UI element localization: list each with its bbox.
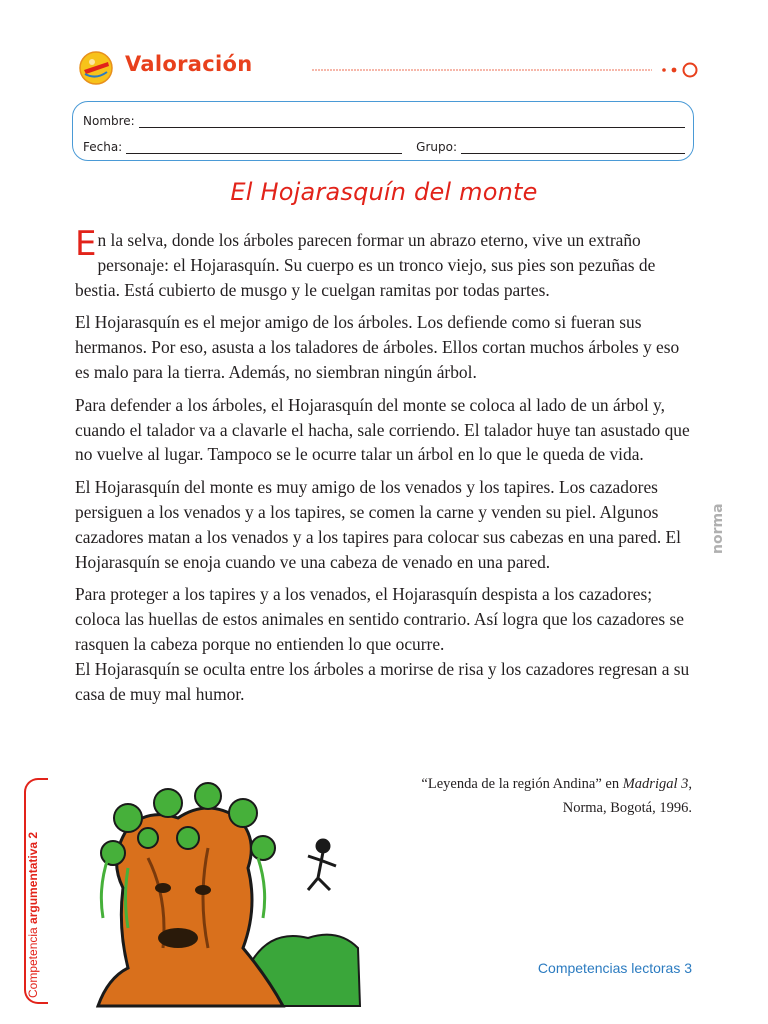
brand-label: norma [710,503,726,554]
story-paragraph: Para defender a los árboles, el Hojarasquín del monte se coloca al lado de un árbol y, cuando el talador va a clavarle el hacha, sale corriendo. El talador huye tan asustado que no vuelve al lugar. Tampoco se le ocurre talar un árbol en lo que le queda de vida. [75,394,690,465]
drop-cap: E [75,224,97,264]
story-paragraph: El Hojarasquín es el mejor amigo de los árboles. Los defiende como si fueran sus hermanos. Por eso, asusta a los taladores de árboles. Ellos cortan muchos árboles y eso es malo para la tierra. Además, no siembran ningún árbol. [75,312,680,382]
hojarasquin-tree-illustration [68,778,368,1008]
story-paragraph: El Hojarasquín del monte es muy amigo de los venados y los tapires. Los cazadores persiguen a los venados y a los tapires, se comen la carne y venden su piel. Algunos cazadores matan a los venados y a los tapires para colocar sus cabezas en una pared. El Hojarasquín se enoja cuando ve una cabeza de venado en una pared. [75,477,681,572]
name-label: Nombre: [83,114,135,128]
story-title: El Hojarasquín del monte [230,178,538,206]
pencil-book-icon [78,50,114,86]
date-field[interactable] [126,141,402,154]
group-field[interactable] [461,141,685,154]
side-tab-label: Competencia argumentativa 2 [26,831,40,998]
student-info-box [72,101,694,161]
footer-text: Competencias lectoras 3 [537,960,692,976]
page-header [78,46,698,86]
decorative-line [312,46,712,86]
date-label: Fecha: [83,140,123,154]
citation: “Leyenda de la región Andina” en Madrigal 3, Norma, Bogotá, 1996. [421,776,692,816]
section-title: Valoración [125,52,253,76]
name-field[interactable] [139,115,685,128]
story-paragraph: Para proteger a los tapires y a los venados, el Hojarasquín despista a los cazadores; coloca las huellas de estos animales en sentido contrario. Así logra que los cazadores se rasquen la cabeza porque no entienden lo que ocurre. [75,584,684,654]
group-label: Grupo: [416,140,457,154]
story-paragraph: En la selva, donde los árboles parecen formar un abrazo eterno, vive un extraño personaje: el Hojarasquín. Su cuerpo es un tronco viejo, sus pies son pezuñas de bestia. Está cubierto de musgo y le cuelgan ramitas por todas partes. [75,224,656,300]
story-paragraph: El Hojarasquín se oculta entre los árboles a morirse de risa y los cazadores regresan a su casa de muy mal humor. [75,658,690,704]
story-body [75,224,697,714]
